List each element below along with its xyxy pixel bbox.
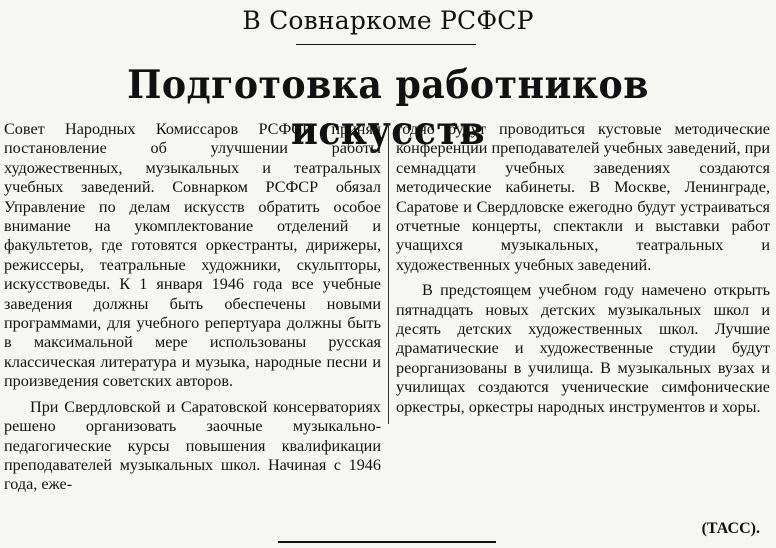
column-divider: [388, 124, 389, 424]
bottom-divider: [278, 541, 496, 543]
paragraph: В предстоящем учебном году намечено открыть пятнадцать новых детских музыкальных школ и десять детских художественных школ. Лучшие драматические и художественные студии будут реорганизованы в училища. В музыкальных вузах и училищах создаются ученические симфонические оркестры, оркестры народных инструментов и хоры.: [396, 281, 770, 416]
paragraph: Совет Народных Комиссаров РСФСР принял постановление об улучшении работы художественных, музыкальных и театральных учебных заведений. Совнарком РСФСР обязал Управление по делам искусств обратить особое внимание на укомплектование отделений и факультетов, где готовятся оркестранты, дирижеры, режиссеры, театральные художники, скульпторы, искусствоведы. К 1 января 1946 года все учебные заведения должны быть обеспечены новыми программами, для учебного репертуара должны быть в максимальной мере использованы русская классическая литература и музыка, народные песни и произведения советских авторов.: [4, 120, 381, 391]
top-divider: [296, 44, 476, 45]
article-column-right: [396, 120, 770, 417]
news-agency-credit: (ТАСС).: [701, 520, 760, 537]
article-column-left: [4, 120, 381, 495]
section-rubric: В Совнаркоме РСФСР: [242, 6, 534, 35]
article-headline: Подготовка работников искусств: [127, 62, 649, 154]
paragraph: При Свердловской и Саратовской консерваториях решено организовать заочные музыкально-педагогические курсы повышения квалификации преподавателей музыкальных школ. Начиная с 1946 года, еже-: [4, 397, 381, 494]
paragraph: годно будут проводиться кустовые методические конференции преподавателей учебных заведений, при семнадцати учебных заведениях создаются методические кабинеты. В Москве, Ленинграде, Саратове и Свердловске ежегодно будут устраиваться отчетные концерты, спектакли и выставки работ учащихся музыкальных, театральных и художественных учебных заведений.: [396, 120, 770, 274]
